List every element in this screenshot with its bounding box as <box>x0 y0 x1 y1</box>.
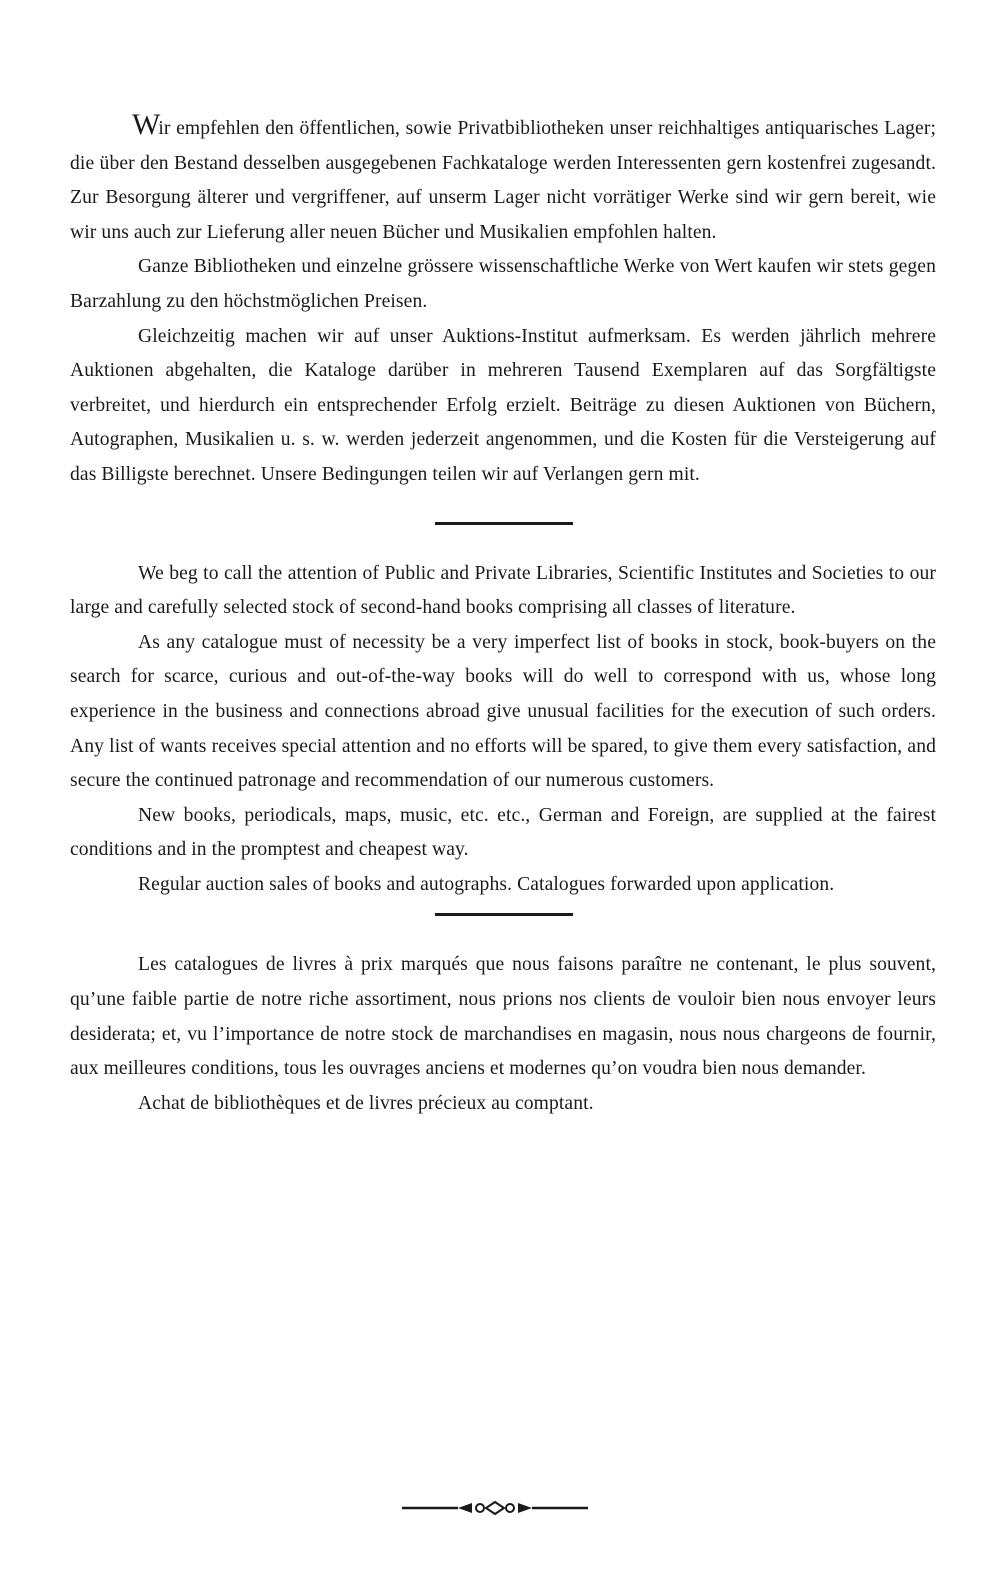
german-paragraph-3: Gleichzeitig machen wir auf unser Auktions-Institut aufmerksam. Es werden jährlich mehrere Auktionen abgehalten, die Kataloge darüber in mehreren Tausend Exemplaren auf das Sorgfältigste verbreitet, und hierdurch ein entsprechender Erfolg erzielt. Beiträge zu diesen Auktionen von Büchern, Autographen, Musikalien u. s. w. werden jederzeit angenommen, und die Kosten für die Versteigerung auf das Billigste berechnet. Unsere Bedingungen teilen wir auf Verlangen gern mit. <box>70 325 936 485</box>
ornamental-dash-icon <box>400 1498 590 1518</box>
english-section <box>70 557 936 903</box>
german-paragraph-1 <box>70 108 936 250</box>
german-paragraph-1-text: ir empfehlen den öffentlichen, sowie Privatbibliotheken unser reichhaltiges antiquarisches Lager; die über den Bestand desselben ausgegebenen Fachkataloge werden Interessenten gern kostenfrei zugesandt. Zur Besorgung älterer und vergriffener, auf unserm Lager nicht vorrätiger Werke sind wir gern bereit, wie wir uns auch zur Lieferung aller neuen Bücher und Musikalien empfohlen halten. <box>70 118 936 243</box>
document-page <box>70 108 936 1121</box>
ornament-svg <box>400 1498 590 1518</box>
english-paragraph-4: Regular auction sales of books and autographs. Catalogues forwarded upon application. <box>138 873 835 895</box>
french-paragraph-2: Achat de bibliothèques et de livres précieux au comptant. <box>138 1092 594 1114</box>
section-divider-1 <box>435 522 573 525</box>
french-section <box>70 948 936 1121</box>
english-paragraph-2: As any catalogue must of necessity be a very imperfect list of books in stock, book-buyers on the search for scarce, curious and out-of-the-way books will do well to correspond with us, whose long experience in the business and connections abroad give unusual facilities for the execution of such orders. Any list of wants receives special attention and no efforts will be spared, to give them every satisfaction, and secure the continued patronage and recommendation of our numerous customers. <box>70 631 936 792</box>
drop-cap: W <box>132 108 159 141</box>
german-section <box>70 108 936 493</box>
english-paragraph-1: We beg to call the attention of Public and Private Libraries, Scientific Institutes and Societies to our large and carefully selected stock of second-hand books comprising all classes of literature. <box>70 562 936 619</box>
section-divider-2 <box>435 913 573 916</box>
french-paragraph-1: Les catalogues de livres à prix marqués que nous faisons paraître ne contenant, le plus souvent, qu’une faible partie de notre riche assortiment, nous prions nos clients de vouloir bien nous envoyer leurs desiderata; et, vu l’importance de notre stock de marchandises en magasin, nous nous chargeons de fournir, aux meilleures conditions, tous les ouvrages anciens et modernes qu’on voudra bien nous demander. <box>70 954 936 1080</box>
english-paragraph-3: New books, periodicals, maps, music, etc. etc., German and Foreign, are supplied at the fairest conditions and in the promptest and cheapest way. <box>70 804 936 861</box>
german-paragraph-2: Ganze Bibliotheken und einzelne grössere wissenschaftliche Werke von Wert kaufen wir stets gegen Barzahlung zu den höchstmöglichen Preisen. <box>70 256 936 312</box>
